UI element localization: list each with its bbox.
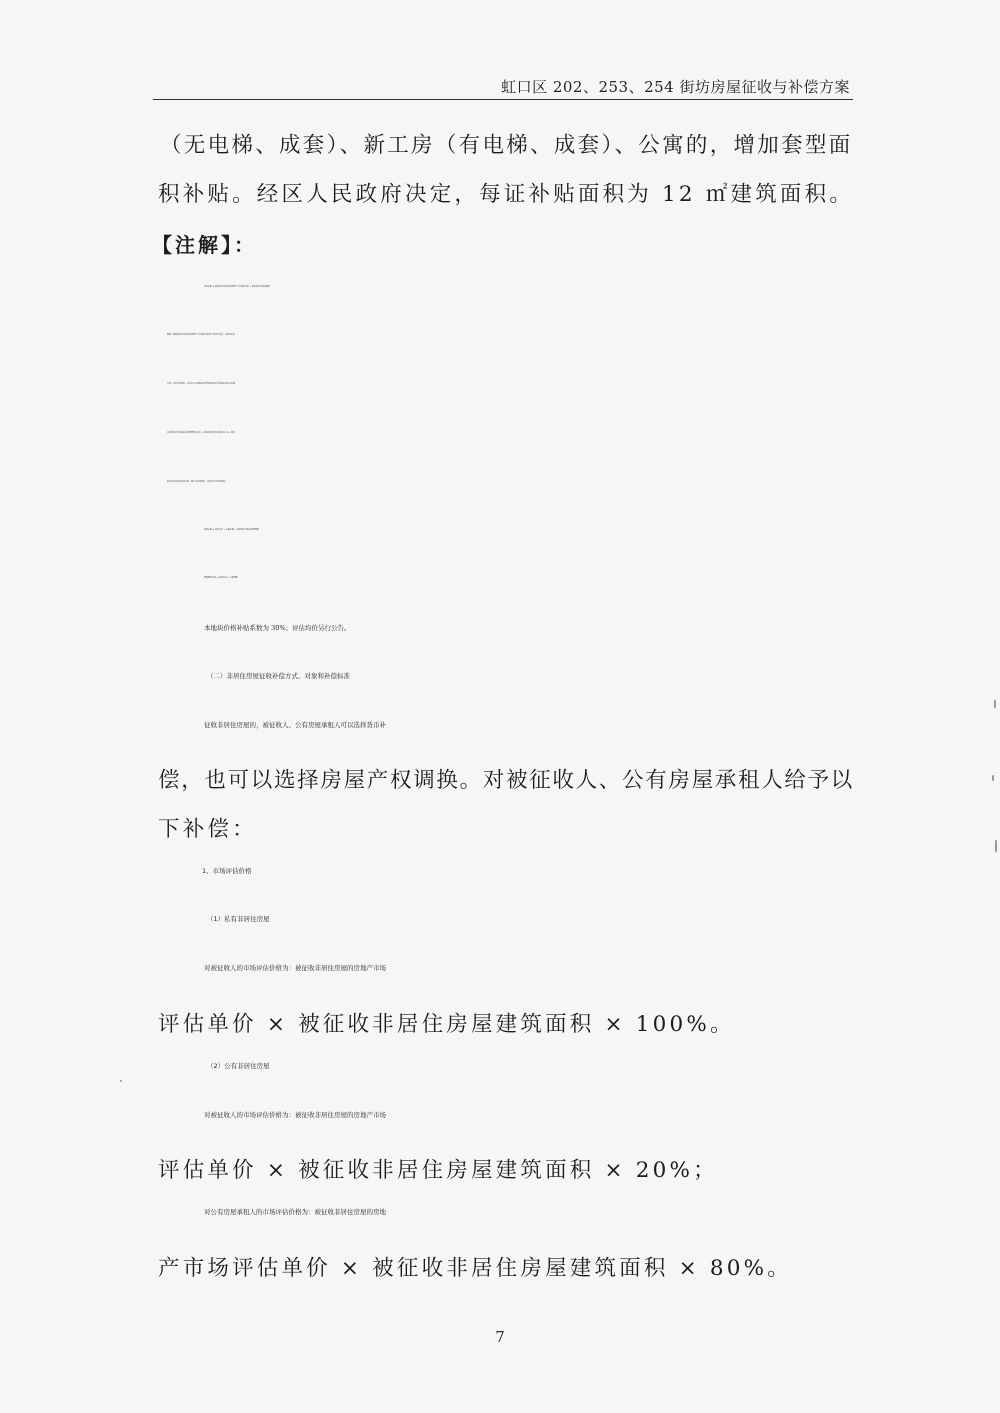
subsection-heading: 1、市场评估价格	[202, 867, 252, 875]
body-line: 本地块价格补贴系数为 30%；评估均价另行公告。	[204, 624, 351, 632]
body-line: 评估单价 × 被征收非居住房屋建筑面积 × 20%；	[158, 1158, 718, 1183]
header-title: 虹口区 202、253、254 街坊房屋征收与补偿方案	[501, 78, 850, 96]
body-line: 下补偿：	[158, 817, 257, 842]
formula-area-subsidy: 套型面积补贴 = 评估均价 × 补贴面积	[204, 577, 238, 579]
page-number: 7	[495, 1328, 505, 1346]
annotation-heading: 【注解】：	[152, 233, 257, 257]
annotation-line: 收居住房屋评估价经复核、鉴定后有变动的，评估均价不受其影响）。	[167, 481, 229, 483]
scan-speck	[992, 775, 994, 781]
body-line: （无电梯、成套）、新工房（有电梯、成套）、公寓的，增加套型面	[160, 133, 853, 158]
body-line: 对被征收人的市场评估价格为：被征收非居住房屋的房地产市场	[204, 1111, 386, 1119]
annotation-line: 评估价格 = 被征收居住房屋的房地产市场评估单价 × 被征收居住房屋建筑	[204, 286, 270, 288]
body-line: 积补贴。经区人民政府决定，每证补贴面积为 12 ㎡建筑面积。	[158, 182, 855, 207]
section-heading: （二）非居住房屋征收补偿方式、对象和补偿标准	[207, 672, 350, 680]
body-line: 征收非居住房屋的，被征收人、公有房屋承租人可以选择货币补	[204, 721, 386, 729]
body-line: 评估单价 × 被征收非居住房屋建筑面积 × 100%。	[158, 1012, 735, 1037]
annotation-line: 面积（如被征收居住房屋的房地产市场评估单价低于评估均价的，按评估均价	[167, 334, 236, 336]
subsection-heading: （2）公有非居住房屋	[207, 1062, 270, 1070]
body-line: 对公有房屋承租人的市场评估价格为：被征收非居住房屋的房地	[204, 1208, 386, 1216]
body-line: 对被征收人的市场评估价格为：被征收非居住房屋的房地产市场	[204, 964, 386, 972]
scan-speck	[995, 840, 997, 852]
body-line: 产市场评估单价 × 被征收非居住房屋建筑面积 × 80%。	[158, 1256, 792, 1281]
subsection-heading: （1）私有非居住房屋	[207, 915, 270, 923]
body-line: 偿，也可以选择房屋产权调换。对被征收人、公有房屋承租人给予以	[158, 768, 855, 793]
annotation-line: 计算。评估均价标准，由评估公司将地块内所有被征收居住房屋的评估总价除	[167, 383, 236, 385]
annotation-line: 以被征收居住房屋的总建筑面积后得出，由房屋征收部门在地块内公布。被征	[167, 432, 236, 434]
header-rule	[153, 99, 853, 100]
scan-speck	[994, 700, 996, 708]
formula-price-subsidy: 价格补贴 = 评估均价 × 补贴系数 × 被征收居住房屋建筑面积	[204, 529, 259, 531]
scan-speck	[120, 1080, 122, 1082]
